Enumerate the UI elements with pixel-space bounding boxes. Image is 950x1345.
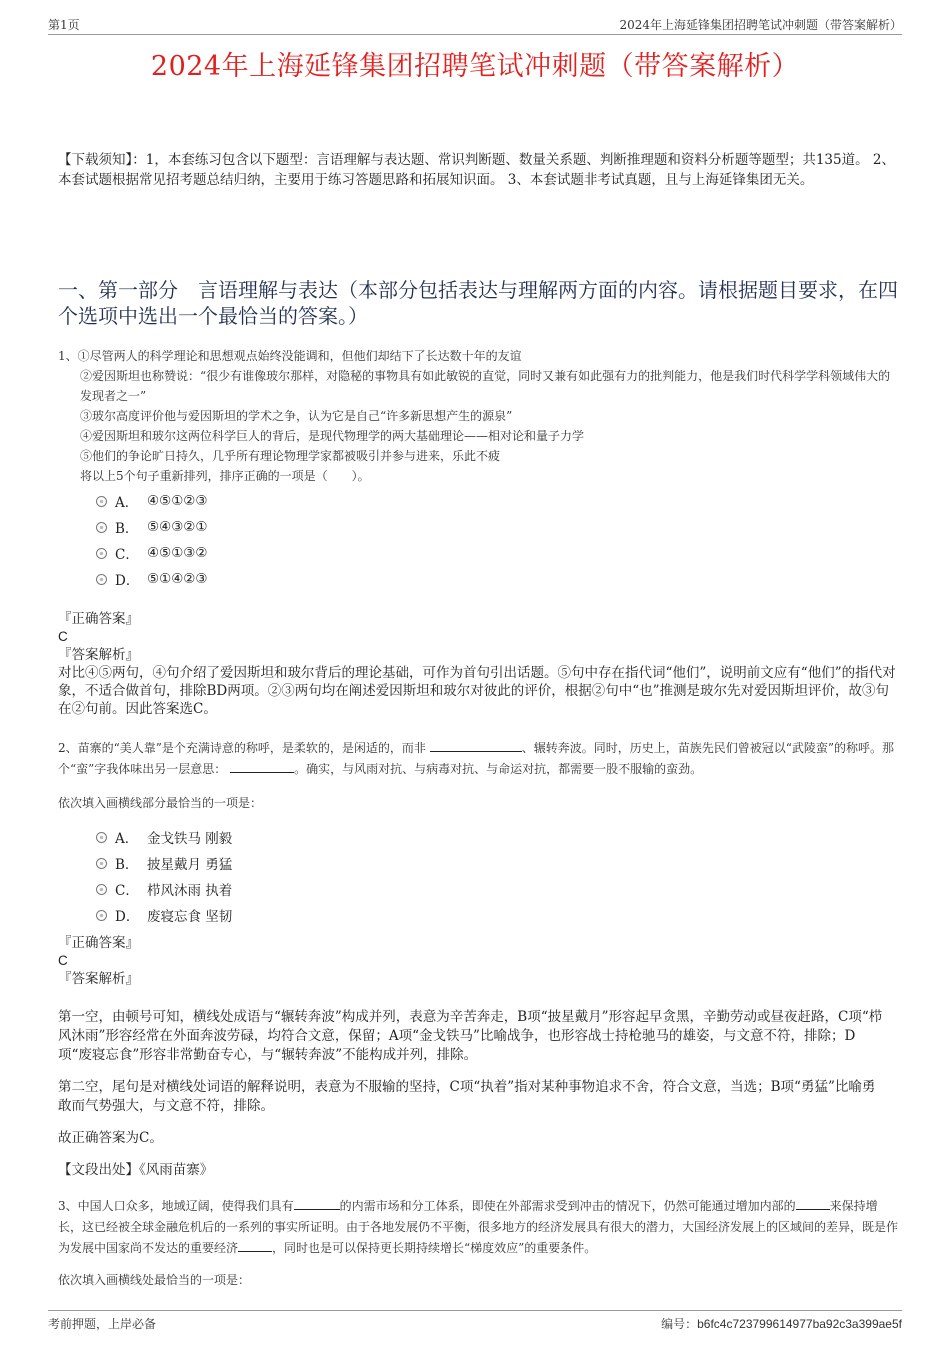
q2-answer-label: 『正确答案』 <box>58 935 139 951</box>
q2-analysis-label: 『答案解析』 <box>58 971 139 987</box>
radio-icon[interactable] <box>96 548 107 559</box>
q1-sentence-3: ③玻尔高度评价他与爱因斯坦的学术之争，认为它是自己“许多新思想产生的源泉” <box>80 409 513 423</box>
document-title: 2024年上海延锋集团招聘笔试冲刺题（带答案解析） <box>150 51 800 82</box>
radio-icon[interactable] <box>96 574 107 585</box>
q1-analysis: 对比④⑤两句，④句介绍了爱因斯坦和玻尔背后的理论基础，可作为首句引出话题。⑤句中存在指代词“他们”，说明前文应有“他们”的指代对象，不适合做首句，排除BD两项。②③两句均在阐述爱因斯坦和玻尔对彼此的评价，根据②句中“也”推测是玻尔先对爱因斯坦评价，故③句在②句前。因此答案选C。 <box>58 665 896 717</box>
q2-analysis-p1: 第一空，由顿号可知，横线处成语与“辗转奔波”构成并列，表意为辛苦奔走，B项“披星戴月”形容起早贪黑，辛勤劳动或昼夜赶路，C项“栉风沐雨”形容经常在外面奔波劳碌，均符合文意，保留；A项“金戈铁马”比喻战争，也形容战士持枪驰马的雄姿，与文意不符，排除；D项“废寝忘食”形容非常勤奋专心，与“辗转奔波”不能构成并列，排除。 <box>58 1009 883 1063</box>
q2-option-d[interactable]: D． 废寝忘食 坚韧 <box>96 902 232 928</box>
footer-code: 编号：b6fc4c723799614977ba92c3a399ae5f <box>661 1317 902 1331</box>
header-doc-title: 2024年上海延锋集团招聘笔试冲刺题（带答案解析） <box>619 18 902 32</box>
q3-blank-3[interactable] <box>238 1239 272 1252</box>
q2-analysis-p3: 故正确答案为C。 <box>58 1130 163 1146</box>
q2-option-c[interactable]: C． 栉风沐雨 执着 <box>96 876 232 902</box>
page-footer <box>48 1310 902 1333</box>
question-2-stem: 2、苗寨的“美人靠”是个充满诗意的称呼，是柔软的，是闲适的，而非 、辗转奔波。同时，历史上，苗族先民们曾被冠以“武陵蛮”的称呼。那个“蛮”字我体味出另一层意思： 。确实，与风雨对抗、与病毒对抗、与命运对抗，都需要一股不服输的蛮劲。 <box>58 741 895 776</box>
q3-blank-1[interactable] <box>294 1197 340 1210</box>
q1-sentence-4: ④爱因斯坦和玻尔这两位科学巨人的背后，是现代物理学的两大基础理论——相对论和量子力学 <box>80 429 585 443</box>
q1-option-d[interactable]: D． ⑤①④②③ <box>96 566 208 592</box>
q2-answer: C <box>58 953 68 968</box>
q2-answer-block <box>58 934 898 988</box>
q2-analysis-p2: 第二空，尾句是对横线处词语的解释说明，表意为不服输的坚持，C项“执着”指对某种事物追求不舍，符合文意，当选；B项“勇猛”比喻勇敢而气势强大，与文意不符，排除。 <box>58 1079 876 1114</box>
radio-icon[interactable] <box>96 910 107 921</box>
q3-question: 依次填入画横线处最恰当的一项是： <box>58 1273 251 1287</box>
radio-icon[interactable] <box>96 522 107 533</box>
radio-icon[interactable] <box>96 858 107 869</box>
radio-icon[interactable] <box>96 884 107 895</box>
q1-question: 将以上5个句子重新排列，排序正确的一项是（ ）。 <box>80 469 370 483</box>
q3-blank-2[interactable] <box>796 1197 830 1210</box>
section-heading: 一、第一部分 言语理解与表达（本部分包括表达与理解两方面的内容。请根据题目要求，在四个选项中选出一个最恰当的答案。） <box>58 278 898 328</box>
download-notice: 【下载须知】：1，本套练习包含以下题型：言语理解与表达题、常识判断题、数量关系题、判断推理题和资料分析题等题型；共135道。 2、本套试题根据常见招考题总结归纳，主要用于练习答题思路和拓展知识面。 3、本套试题非考试真题，且与上海延锋集团无关。 <box>58 152 895 188</box>
q1-sentence-1: 1、①尽管两人的科学理论和思想观点始终没能调和，但他们却结下了长达数十年的友谊 <box>58 349 522 363</box>
q1-options <box>96 488 208 592</box>
radio-icon[interactable] <box>96 496 107 507</box>
q1-option-a[interactable]: A． ④⑤①②③ <box>96 488 208 514</box>
q2-blank-2[interactable] <box>230 760 294 773</box>
radio-icon[interactable] <box>96 832 107 843</box>
page-number: 第1页 <box>48 18 80 32</box>
q2-option-b[interactable]: B． 披星戴月 勇猛 <box>96 850 232 876</box>
q2-option-a[interactable]: A． 金戈铁马 刚毅 <box>96 824 232 850</box>
question-3-stem: 3、中国人口众多，地域辽阔，使得我们具有 的内需市场和分工体系，即使在外部需求受到冲击的情况下，仍然可能通过增加内部的 来保持增长，这已经被全球金融危机后的一系列的事实所证明。由于各地发展仍不平衡，很多地方的经济发展具有很大的潜力，大国经济发展上的区域间的差异，既是作为发展中国家尚不发达的重要经济 ，同时也是可以保持更长期持续增长“梯度效应”的重要条件。 <box>58 1199 899 1255</box>
q2-options <box>96 824 232 928</box>
q1-option-c[interactable]: C． ④⑤①③② <box>96 540 208 566</box>
q1-sentence-5: ⑤他们的争论旷日持久，几乎所有理论物理学家都被吸引并参与进来，乐此不疲 <box>80 449 501 463</box>
q1-analysis-label: 『答案解析』 <box>58 647 139 663</box>
q1-option-b[interactable]: B． ⑤④③②① <box>96 514 208 540</box>
page-header <box>48 14 902 35</box>
q2-question: 依次填入画横线部分最恰当的一项是： <box>58 796 263 810</box>
footer-slogan: 考前押题，上岸必备 <box>48 1317 157 1331</box>
q2-source: 【文段出处】《风雨苗寨》 <box>58 1162 214 1178</box>
q1-sentence-2: ②爱因斯坦也称赞说：“很少有谁像玻尔那样，对隐秘的事物具有如此敏锐的直觉，同时又兼有如此强有力的批判能力，他是我们时代科学学科领域伟大的发现者之一” <box>80 369 891 403</box>
q1-answer-label: 『正确答案』 <box>58 611 139 627</box>
question-1-stem <box>58 346 898 486</box>
q1-answer-block <box>58 610 898 718</box>
q1-answer: C <box>58 629 68 644</box>
q2-blank-1[interactable] <box>430 739 522 752</box>
